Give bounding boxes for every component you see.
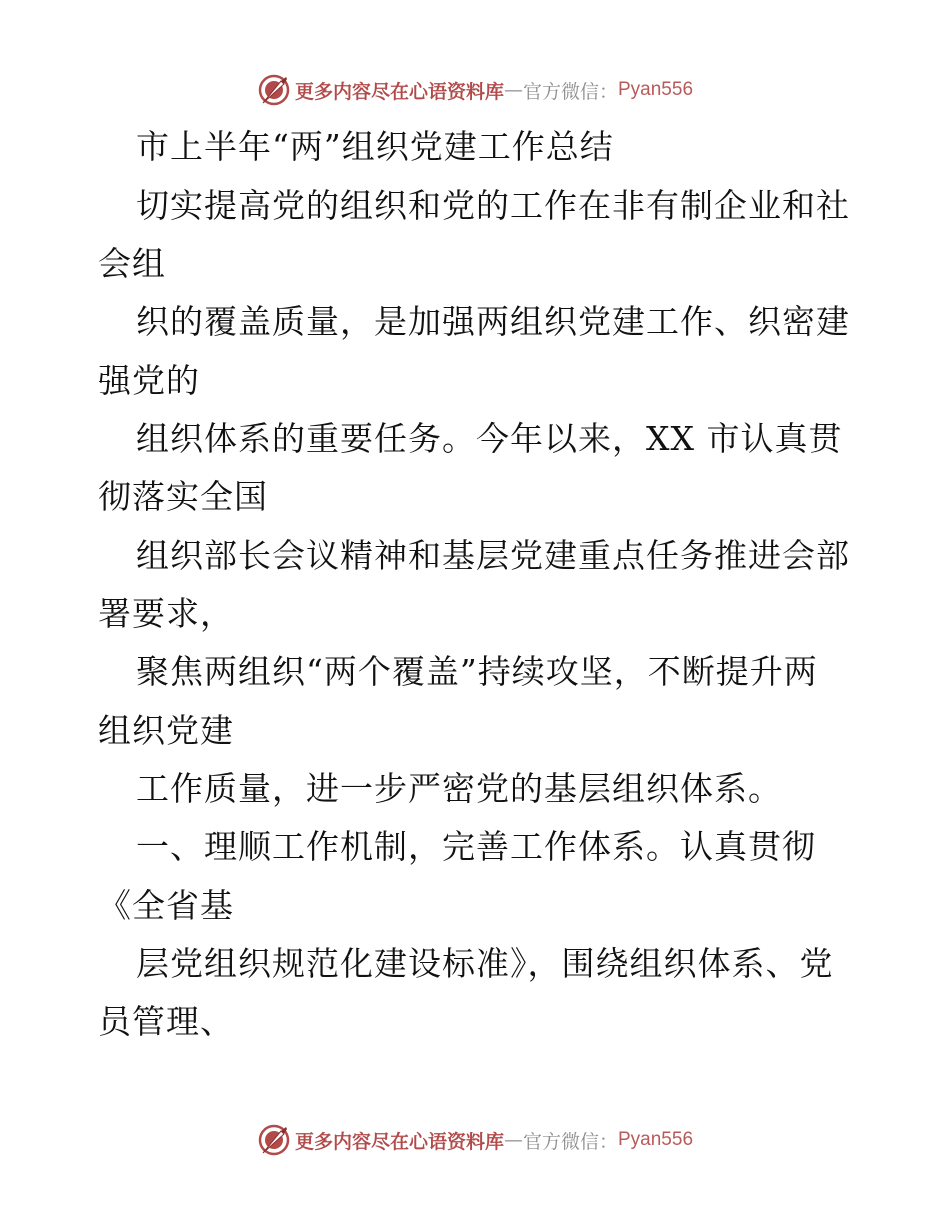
paragraph-line: 聚焦两组织“两个覆盖”持续攻坚，不断提升两 [136,652,818,691]
watermark-footer [0,1120,950,1160]
paragraph-line: 会组 [98,244,166,283]
watermark-wechat-id: Pyan556 [618,1129,694,1150]
watermark-main-text: 更多内容尽在心语资料库 [294,80,504,103]
paragraph-line: 强党的 [98,361,200,400]
paragraph-line: 工作质量，进一步严密党的基层组织体系。 [136,769,782,808]
watermark-wechat-id: Pyan556 [618,79,694,100]
paragraph-line: 组织体系的重要任务。今年以来，XX 市认真贯 [136,419,843,458]
watermark-sub-text: 官方微信： [522,1130,618,1153]
paragraph-line: 彻落实全国 [98,477,268,516]
paragraph-line: 署要求， [98,594,234,633]
paragraph-line: 《全省基 [98,886,234,925]
section-heading-line: 一、理顺工作机制，完善工作体系。认真贯彻 [136,827,816,866]
watermark-header [0,70,950,110]
paragraph-line: 组织部长会议精神和基层党建重点任务推进会部 [136,536,850,575]
paragraph-line: 员管理、 [98,1002,234,1041]
paragraph-line: 织的覆盖质量，是加强两组织党建工作、织密建 [136,302,850,341]
paragraph-line: 切实提高党的组织和党的工作在非有制企业和社 [136,186,850,225]
document-title: 市上半年“两”组织党建工作总结 [136,127,614,166]
paragraph-line: 层党组织规范化建设标准》，围绕组织体系、党 [136,944,834,983]
paragraph-line: 组织党建 [98,711,234,750]
watermark-main-text: 更多内容尽在心语资料库 [294,1130,504,1153]
quill-logo-icon [257,1123,291,1157]
watermark-dash: — [503,1129,523,1151]
watermark-sub-text: 官方微信： [522,80,618,103]
quill-logo-icon [257,73,291,107]
watermark-dash: — [503,79,523,101]
